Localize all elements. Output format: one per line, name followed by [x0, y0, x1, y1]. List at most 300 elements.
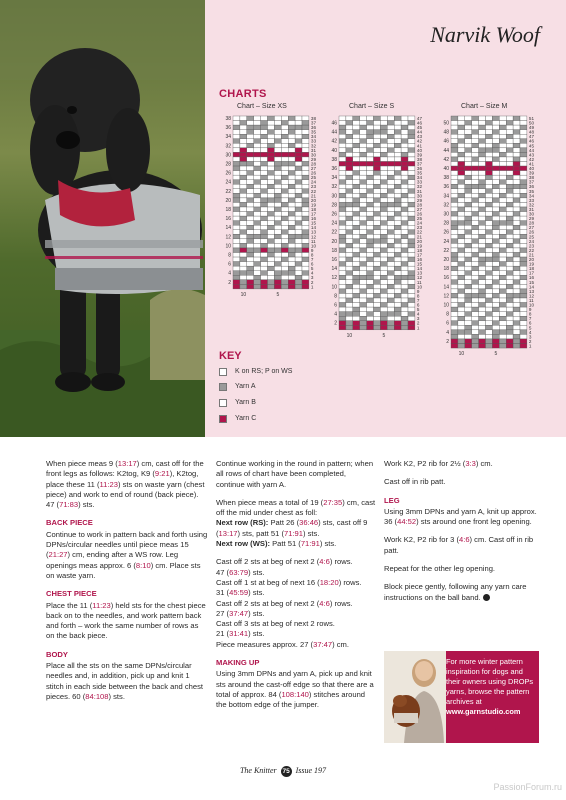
chart-caption-xs: Chart – Size XS — [237, 103, 287, 110]
chart-cell — [374, 212, 381, 217]
chart-cell — [374, 189, 381, 194]
chart-cell — [254, 225, 261, 230]
chart-cell — [380, 184, 387, 189]
chart-cell — [247, 207, 254, 212]
chart-cell — [367, 257, 374, 262]
chart-cell — [353, 262, 360, 267]
chart-cell — [451, 175, 458, 180]
chart-cell — [401, 225, 408, 230]
chart-cell — [360, 175, 367, 180]
chart-cell — [486, 284, 493, 289]
chart-cell — [465, 175, 472, 180]
chart-cell — [458, 134, 465, 139]
dog-photo-image — [0, 0, 205, 437]
chart-cell — [465, 189, 472, 194]
chart-cell — [499, 175, 506, 180]
chart-cell — [492, 303, 499, 308]
chart-cell — [360, 225, 367, 230]
pattern-title: Narvik Woof — [430, 22, 540, 47]
chart-cell — [401, 116, 408, 121]
chart-cell — [302, 193, 309, 198]
chart-cell — [295, 171, 302, 176]
chart-cell — [240, 180, 247, 185]
chart-cell — [261, 225, 268, 230]
chart-cell — [451, 202, 458, 207]
chart-cell — [408, 171, 415, 176]
chart-cell — [499, 248, 506, 253]
chart-cell — [281, 148, 288, 153]
chart-cell — [261, 253, 268, 258]
chart-cell — [520, 312, 527, 317]
chart-cell — [254, 157, 261, 162]
chart-cell — [492, 280, 499, 285]
chart-cell — [458, 330, 465, 335]
chart-cell — [374, 171, 381, 176]
chart-cell — [339, 225, 346, 230]
chart-cell — [295, 139, 302, 144]
chart-cell — [499, 166, 506, 171]
chart-cell — [240, 221, 247, 226]
chart-cell — [408, 189, 415, 194]
chart-cell — [458, 221, 465, 226]
chart-row-number-right: 5 — [528, 325, 532, 331]
chart-row-number-right: 45 — [416, 125, 423, 131]
chart-row-number-left: 40 — [331, 147, 337, 154]
chart-cell — [367, 230, 374, 235]
key-heading: KEY — [219, 350, 242, 362]
dog-photo — [0, 0, 205, 437]
chart-cell — [261, 266, 268, 271]
chart-cell — [408, 216, 415, 221]
chart-cell — [339, 289, 346, 294]
chart-cell — [360, 298, 367, 303]
chart-cell — [295, 180, 302, 185]
chart-cell — [499, 139, 506, 144]
chart-cell — [374, 293, 381, 298]
chart-cell — [451, 139, 458, 144]
chart-cell — [506, 321, 513, 326]
chart-cell — [380, 193, 387, 198]
chart-cell — [513, 116, 520, 121]
chart-cell — [346, 312, 353, 317]
chart-cell — [394, 312, 401, 317]
chart-cell — [506, 225, 513, 230]
chart-cell — [268, 189, 275, 194]
chart-cell — [513, 157, 520, 162]
chart-cell — [492, 289, 499, 294]
chart-cell — [281, 180, 288, 185]
chart-cell — [513, 293, 520, 298]
chart-cell — [295, 266, 302, 271]
chart-cell — [360, 121, 367, 126]
chart-cell — [451, 162, 458, 167]
chart-cell — [360, 248, 367, 253]
chart-cell — [499, 339, 506, 344]
chart-cell — [408, 325, 415, 330]
chart-cell — [353, 271, 360, 276]
chart-cell — [339, 243, 346, 248]
chart-cell — [506, 221, 513, 226]
chart-cell — [268, 198, 275, 203]
chart-cell — [346, 298, 353, 303]
chart-cell — [479, 298, 486, 303]
chart-row-number-right: 30 — [416, 193, 423, 199]
chart-row-number-right: 30 — [528, 211, 535, 217]
rib-paragraph: Work K2, P2 rib for 2½ (3:3) cm. — [384, 459, 493, 468]
chart-cell — [465, 152, 472, 157]
chart-cell — [401, 325, 408, 330]
chart-cell — [499, 330, 506, 335]
chart-cell — [261, 189, 268, 194]
chart-row-number-right: 5 — [416, 307, 420, 313]
chart-cell — [492, 234, 499, 239]
chart-cell — [513, 325, 520, 330]
chart-cell — [302, 121, 309, 126]
chart-cell — [247, 198, 254, 203]
chart-cell — [274, 243, 281, 248]
chart-cell — [268, 193, 275, 198]
chart-cell — [401, 253, 408, 258]
chart-cell — [233, 184, 240, 189]
chart-row-number-right: 6 — [416, 302, 420, 308]
chart-cell — [380, 316, 387, 321]
chart-row-number-left: 28 — [443, 220, 449, 227]
chart-cell — [281, 162, 288, 167]
chart-cell — [353, 293, 360, 298]
chart-cell — [346, 316, 353, 321]
chart-cell — [408, 207, 415, 212]
chart-cell — [492, 143, 499, 148]
chart-cell — [394, 216, 401, 221]
chart-cell — [268, 207, 275, 212]
chart-cell — [394, 166, 401, 171]
chart-row-number-left: 6 — [446, 320, 449, 327]
chart-cell — [254, 207, 261, 212]
chart-cell — [302, 216, 309, 221]
chart-cell — [288, 171, 295, 176]
chart-cell — [233, 166, 240, 171]
chart-row-number-right: 24 — [310, 179, 317, 185]
chart-row-number-left: 50 — [443, 120, 449, 127]
chart-cell — [520, 130, 527, 135]
chart-cell — [353, 125, 360, 130]
chart-cell — [401, 143, 408, 148]
chart-cell — [268, 134, 275, 139]
chart-row-number-left: 38 — [331, 156, 337, 163]
chart-cell — [451, 171, 458, 176]
chart-cell — [233, 116, 240, 121]
chart-cell — [346, 271, 353, 276]
chart-cell — [408, 162, 415, 167]
chart-cell — [401, 257, 408, 262]
chart-row-number-left: 30 — [443, 211, 449, 218]
chart-cell — [380, 321, 387, 326]
chart-cell — [513, 316, 520, 321]
chart-cell — [458, 312, 465, 317]
chart-cell — [374, 121, 381, 126]
chart-cell — [451, 193, 458, 198]
chart-cell — [479, 180, 486, 185]
chart-cell — [492, 307, 499, 312]
chart-cell — [486, 143, 493, 148]
chart-cell — [360, 257, 367, 262]
chart-cell — [261, 143, 268, 148]
chart-cell — [374, 216, 381, 221]
chart-row-number-left: 8 — [334, 293, 337, 300]
chart-row-number-right: 15 — [528, 279, 535, 285]
chart-cell — [261, 134, 268, 139]
chart-cell — [458, 116, 465, 121]
chart-cell — [233, 262, 240, 267]
chart-cell — [513, 234, 520, 239]
chart-cell — [346, 125, 353, 130]
chart-cell — [233, 216, 240, 221]
chart-cell — [486, 262, 493, 267]
chart-cell — [401, 175, 408, 180]
chart-cell — [240, 212, 247, 217]
chart-row-number-right: 14 — [416, 266, 423, 272]
chart-cell — [408, 166, 415, 171]
chart-cell — [254, 148, 261, 153]
chart-row-number-right: 37 — [416, 161, 423, 167]
chart-cell — [339, 171, 346, 176]
chart-cell — [465, 180, 472, 185]
chart-cell — [367, 248, 374, 253]
chart-cell — [472, 162, 479, 167]
chart-cell — [288, 198, 295, 203]
chart-cell — [492, 216, 499, 221]
chart-cell — [458, 262, 465, 267]
chart-cell — [486, 239, 493, 244]
chart-cell — [240, 216, 247, 221]
chart-cell — [339, 121, 346, 126]
chart-cell — [268, 130, 275, 135]
chart-cell — [465, 221, 472, 226]
chart-cell — [353, 193, 360, 198]
chart-cell — [465, 280, 472, 285]
chart-cell — [295, 130, 302, 135]
chart-cell — [367, 166, 374, 171]
chart-cell — [394, 225, 401, 230]
chart-row-number-right: 22 — [416, 229, 423, 235]
chart-cell — [458, 344, 465, 349]
chart-cell — [339, 175, 346, 180]
chart-cell — [451, 134, 458, 139]
chart-cell — [295, 221, 302, 226]
chart-cell — [281, 139, 288, 144]
chart-cell — [288, 134, 295, 139]
chart-cell — [472, 125, 479, 130]
chart-cell — [247, 212, 254, 217]
chart-cell — [302, 184, 309, 189]
chart-cell — [387, 121, 394, 126]
chart-cell — [520, 166, 527, 171]
chart-cell — [339, 303, 346, 308]
chart-row-number-left: 8 — [228, 252, 231, 259]
chart-row-number-left: 24 — [443, 238, 449, 245]
chart-cell — [281, 198, 288, 203]
chart-cell — [458, 121, 465, 126]
chart-cell — [479, 143, 486, 148]
chart-cell — [451, 253, 458, 258]
chart-cell — [233, 193, 240, 198]
chart-cell — [268, 253, 275, 258]
chart-cell — [451, 143, 458, 148]
chart-cell — [520, 321, 527, 326]
chart-cell — [520, 239, 527, 244]
chart-row-number-right: 30 — [310, 152, 317, 158]
chart-cell — [458, 193, 465, 198]
chart-cell — [268, 148, 275, 153]
chart-cell — [346, 230, 353, 235]
chart-cell — [465, 216, 472, 221]
chart-cell — [499, 262, 506, 267]
chart-cell — [520, 316, 527, 321]
chart-row-number-right: 28 — [310, 161, 317, 167]
chart-cell — [374, 257, 381, 262]
chart-cell — [387, 230, 394, 235]
chest-piece-heading: CHEST PIECE — [46, 589, 97, 599]
chart-cell — [465, 193, 472, 198]
chart-row-number-right: 44 — [528, 147, 535, 153]
chart-cell — [486, 121, 493, 126]
chart-cell — [486, 316, 493, 321]
chart-cell — [339, 239, 346, 244]
chart-cell — [233, 266, 240, 271]
chart-row-number-left: 42 — [331, 138, 337, 145]
chart-cell — [506, 193, 513, 198]
chart-cell — [339, 130, 346, 135]
chart-cell — [451, 280, 458, 285]
chart-cell — [387, 171, 394, 176]
chart-cell — [261, 198, 268, 203]
chart-cell — [339, 184, 346, 189]
chart-cell — [513, 189, 520, 194]
chart-cell — [240, 166, 247, 171]
chart-cell — [492, 271, 499, 276]
chart-cell — [254, 280, 261, 285]
chart-row-number-right: 33 — [310, 138, 317, 144]
chart-cell — [451, 257, 458, 262]
chart-cell — [380, 152, 387, 157]
chart-cell — [339, 152, 346, 157]
chart-cell — [451, 330, 458, 335]
chart-cell — [339, 271, 346, 276]
chart-cell — [451, 125, 458, 130]
chart-cell — [387, 139, 394, 144]
chart-cell — [274, 271, 281, 276]
chart-row-number-right: 2 — [528, 338, 532, 344]
chart-cell — [472, 189, 479, 194]
chart-cell — [380, 293, 387, 298]
chart-cell — [451, 243, 458, 248]
chart-cell — [360, 152, 367, 157]
chart-cell — [387, 212, 394, 217]
chart-row-number-right: 13 — [416, 270, 423, 276]
chart-cell — [380, 134, 387, 139]
chart-cell — [233, 189, 240, 194]
chart-row-number-left: 10 — [443, 302, 449, 309]
chart-cell — [367, 225, 374, 230]
chart-cell — [486, 130, 493, 135]
chart-cell — [451, 130, 458, 135]
chart-cell — [247, 171, 254, 176]
chart-cell — [374, 184, 381, 189]
chart-cell — [506, 262, 513, 267]
chart-cell — [380, 143, 387, 148]
chart-cell — [254, 166, 261, 171]
chart-cell — [458, 157, 465, 162]
chart-cell — [513, 184, 520, 189]
key-label-yarn-b: Yarn B — [235, 399, 256, 406]
chart-cell — [288, 139, 295, 144]
chart-cell — [268, 180, 275, 185]
chart-cell — [233, 257, 240, 262]
chart-cell — [394, 239, 401, 244]
chart-row-number-right: 7 — [310, 257, 314, 262]
chart-cell — [458, 307, 465, 312]
chart-row-number-right: 43 — [416, 134, 423, 140]
chart-cell — [353, 253, 360, 258]
chart-cell — [408, 139, 415, 144]
chart-row-number-right: 10 — [416, 284, 423, 290]
chart-cell — [408, 125, 415, 130]
chart-cell — [367, 125, 374, 130]
chart-cell — [479, 293, 486, 298]
chart-cell — [479, 307, 486, 312]
chart-cell — [465, 307, 472, 312]
chart-cell — [479, 266, 486, 271]
chart-cell — [339, 234, 346, 239]
chart-cell — [479, 312, 486, 317]
chart-cell — [387, 234, 394, 239]
chart-cell — [360, 125, 367, 130]
chart-cell — [346, 171, 353, 176]
chart-cell — [492, 293, 499, 298]
chart-cell — [506, 334, 513, 339]
chart-cell — [492, 221, 499, 226]
chart-cell — [295, 216, 302, 221]
chart-cell — [261, 284, 268, 289]
chart-cell — [380, 239, 387, 244]
chart-cell — [247, 275, 254, 280]
chart-cell — [360, 162, 367, 167]
chart-row-number-right: 6 — [528, 320, 532, 326]
chart-cell — [401, 266, 408, 271]
chart-cell — [458, 293, 465, 298]
chart-cell — [465, 303, 472, 308]
chart-cell — [261, 202, 268, 207]
chart-cell — [486, 157, 493, 162]
chart-row-number-right: 33 — [416, 179, 423, 185]
chart-cell — [506, 248, 513, 253]
chart-cell — [387, 239, 394, 244]
chart-cell — [479, 225, 486, 230]
chart-cell — [394, 262, 401, 267]
chart-cell — [479, 125, 486, 130]
chart-cell — [268, 202, 275, 207]
chart-cell — [353, 180, 360, 185]
chart-cell — [401, 321, 408, 326]
chart-cell — [339, 275, 346, 280]
chart-row-number-left: 36 — [331, 166, 337, 172]
chart-cell — [360, 148, 367, 153]
chart-stitch-number: 5 — [382, 332, 386, 339]
chart-cell — [465, 162, 472, 167]
promo-url-link[interactable]: www.garnstudio.com — [446, 707, 521, 716]
chart-cell — [367, 130, 374, 135]
chart-cell — [401, 171, 408, 176]
